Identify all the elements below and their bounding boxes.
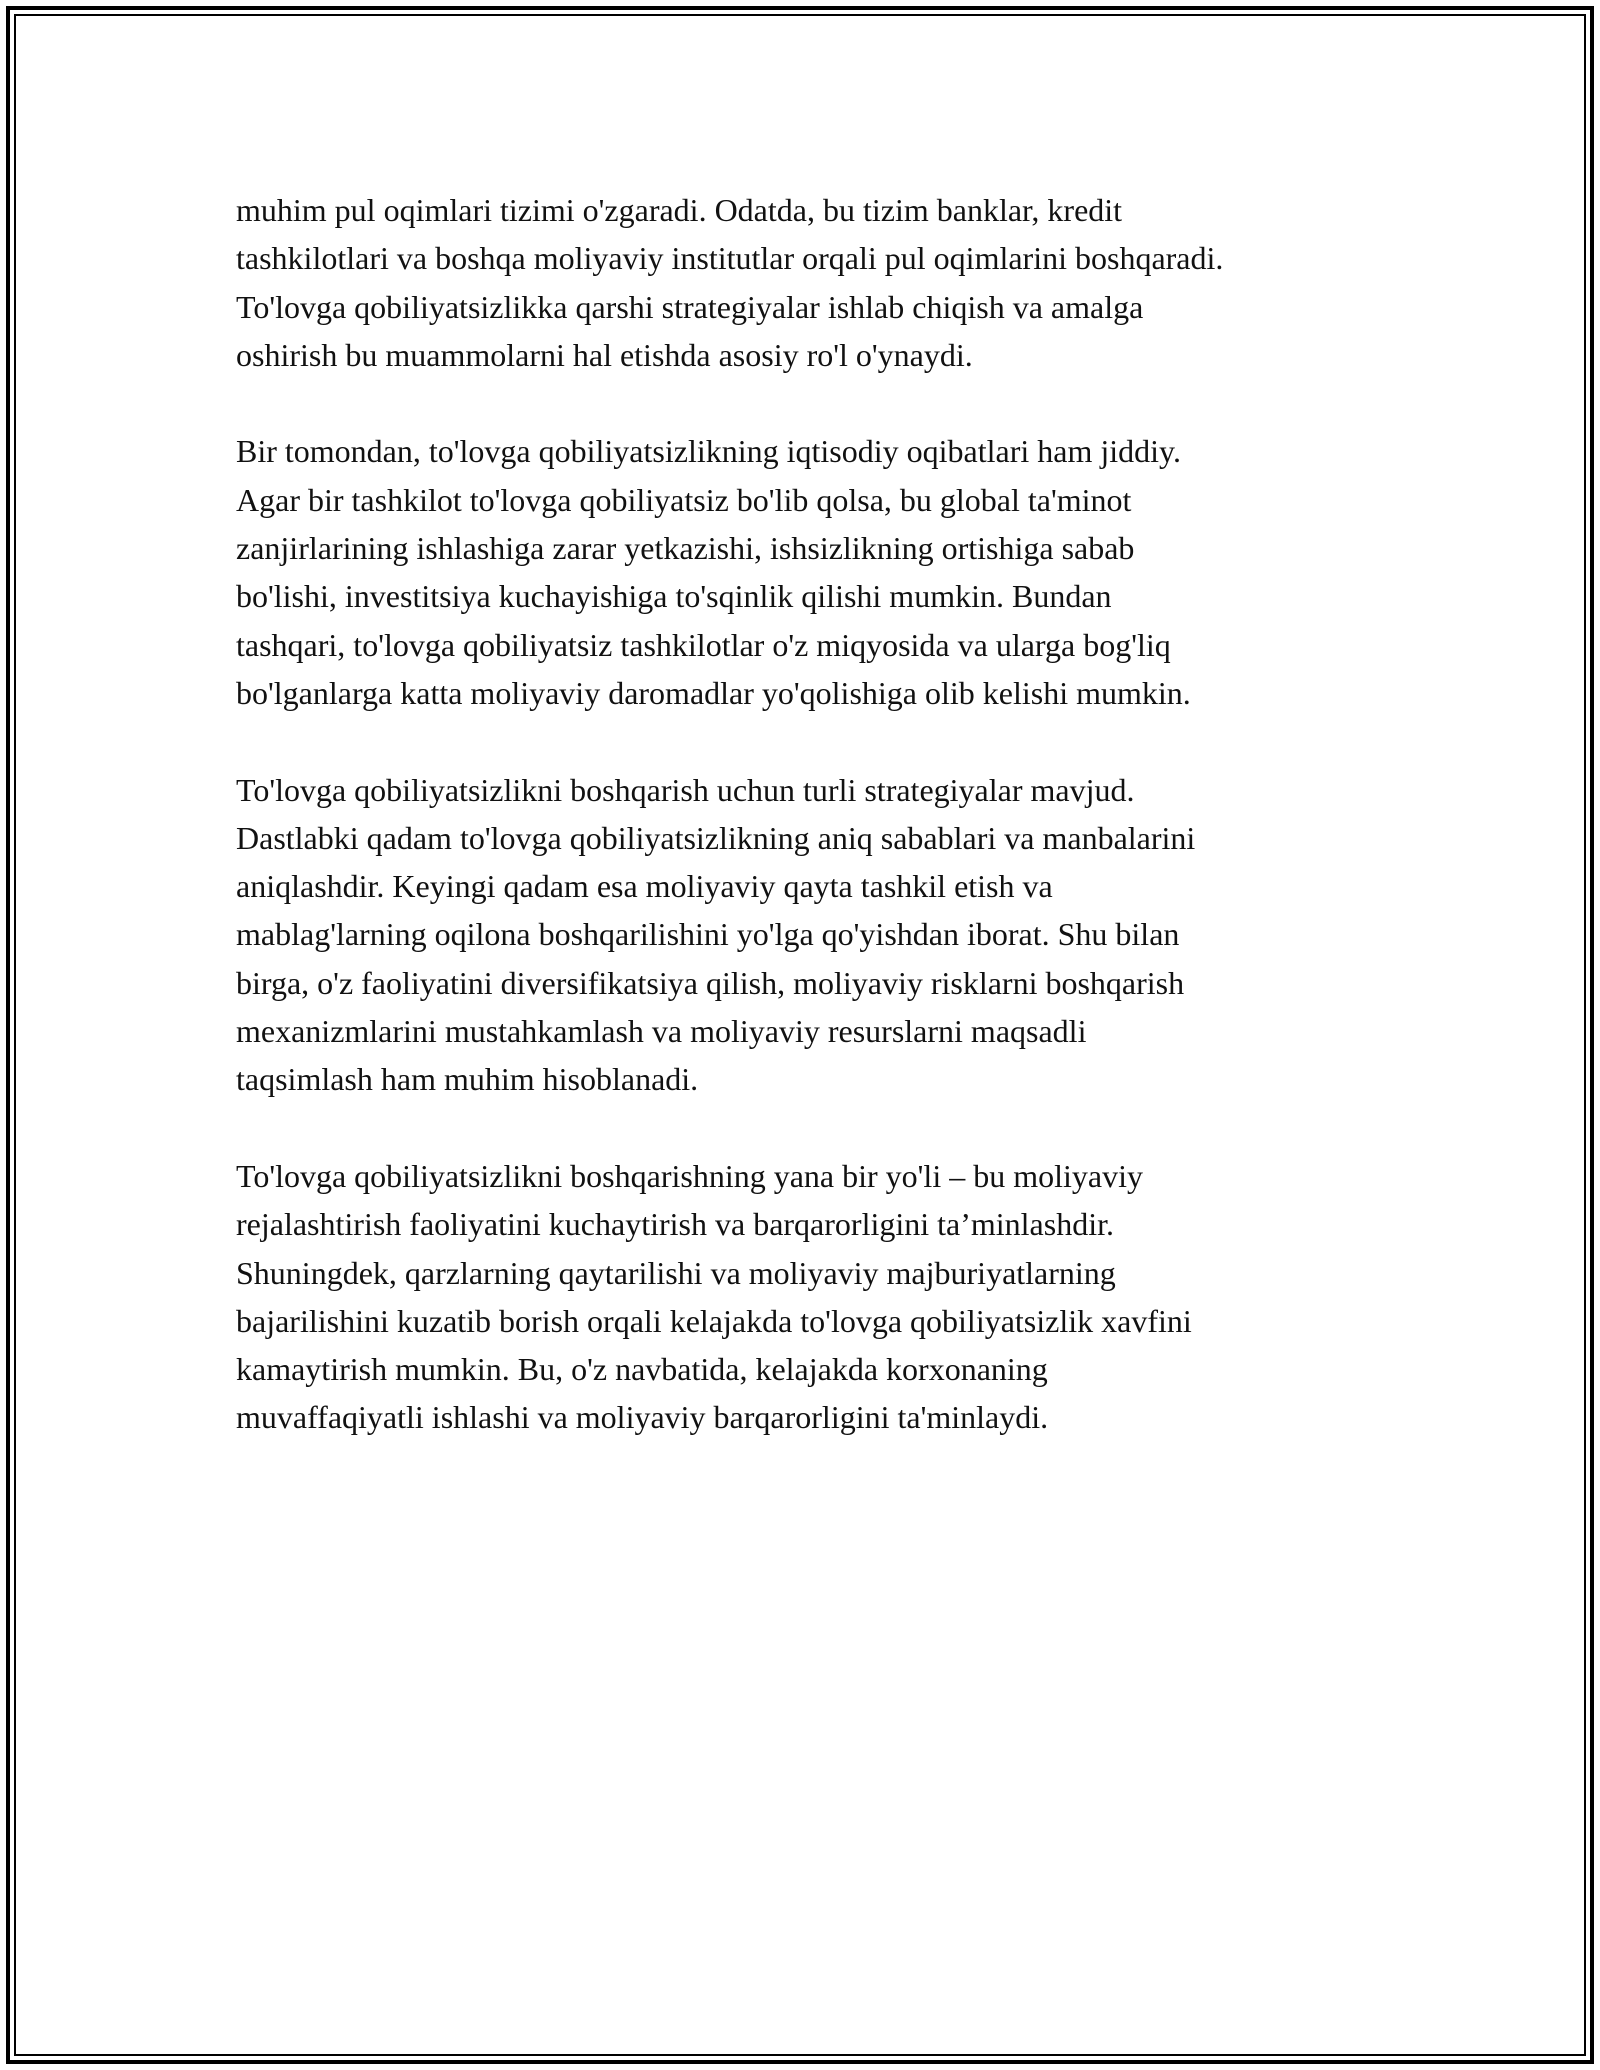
document-body xyxy=(236,186,1396,1490)
paragraph-2: Bir tomondan, to'lovga qobiliyatsizlikning iqtisodiy oqibatlari ham jiddiy. Agar bir tashkilot to'lovga qobiliyatsiz bo'lib qolsa, bu global ta'minot zanjirlarining ishlashiga zarar yetkazishi, ishsizlikning ortishiga sabab bo'lishi, investitsiya kuchayishiga to'sqinlik qilishi mumkin. Bundan tashqari, to'lovga qobiliyatsiz tashkilotlar o'z miqyosida va ularga bog'liq bo'lganlarga katta moliyaviy daromadlar yo'qolishiga olib kelishi mumkin. xyxy=(236,433,1191,711)
paragraph-4: To'lovga qobiliyatsizlikni boshqarishning yana bir yo'li – bu moliyaviy rejalashtirish faoliyatini kuchaytirish va barqarorligini ta’minlashdir. Shuningdek, qarzlarning qaytarilishi va moliyaviy majburiyatlarning bajarilishini kuzatib borish orqali kelajakda to'lovga qobiliyatsizlik xavfini kamaytirish mumkin. Bu, o'z navbatida, kelajakda korxonaning muvaffaqiyatli ishlashi va moliyaviy barqarorligini ta'minlaydi. xyxy=(236,1157,1192,1436)
paragraph-3: To'lovga qobiliyatsizlikni boshqarish uchun turli strategiyalar mavjud. Dastlabki qadam to'lovga qobiliyatsizlikning aniq sabablari va manbalarini aniqlashdir. Keyingi qadam esa moliyaviy qayta tashkil etish va mablag'larning oqilona boshqarilishini yo'lga qo'yishdan iborat. Shu bilan birga, o'z faoliyatini diversifikatsiya qilish, moliyaviy risklarni boshqarish mexanizmlarini mustahkamlash va moliyaviy resurslarni maqsadli taqsimlash ham muhim hisoblanadi. xyxy=(236,771,1196,1098)
paragraph-1: muhim pul oqimlari tizimi o'zgaradi. Odatda, bu tizim banklar, kredit tashkilotlari va boshqa moliyaviy institutlar orqali pul oqimlarini boshqaradi. To'lovga qobiliyatsizlikka qarshi strategiyalar ishlab chiqish va amalga oshirish bu muammolarni hal etishda asosiy ro'l o'ynaydi. xyxy=(236,192,1224,373)
